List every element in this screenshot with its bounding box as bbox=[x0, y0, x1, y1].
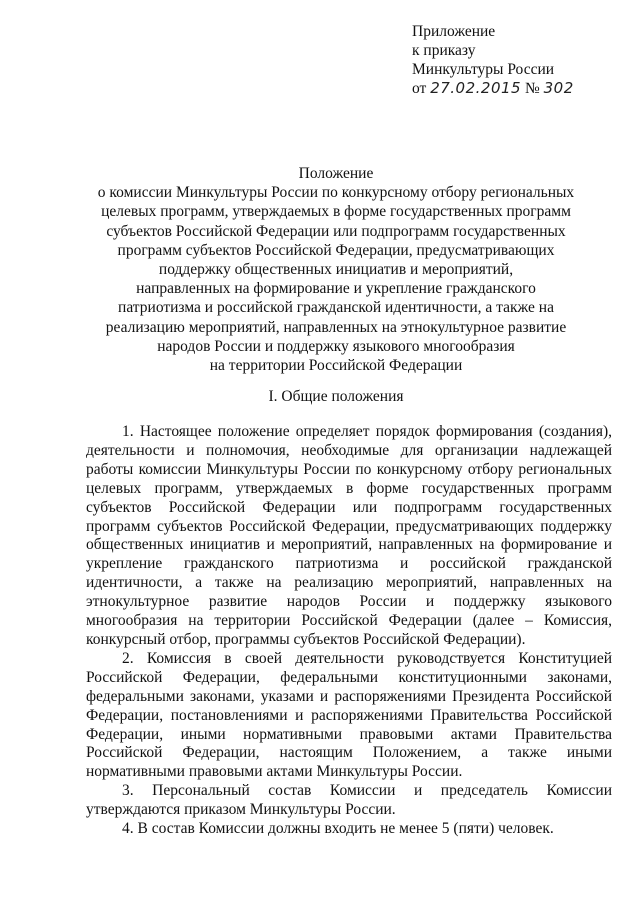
title-line: поддержку общественных инициатив и мероприятий, bbox=[158, 261, 514, 279]
handwritten-number: 302 bbox=[543, 79, 574, 97]
document-body bbox=[86, 423, 612, 839]
title-line: направленных на формирование и укрепление гражданского bbox=[136, 280, 536, 298]
section-heading: I. Общие положения bbox=[268, 388, 404, 405]
title-line: на территории Российской Федерации bbox=[209, 357, 463, 375]
title-line: патриотизма и российской гражданской идентичности, а также на bbox=[118, 299, 554, 317]
document-title bbox=[60, 164, 612, 375]
title-line: народов России и поддержку языкового многообразия bbox=[157, 337, 515, 355]
number-sign: № bbox=[524, 80, 540, 97]
title-line: программ субъектов Российской Федерации, предусматривающих bbox=[117, 241, 555, 259]
appendix-order-ref: к приказу bbox=[412, 42, 476, 59]
title-line: о комиссии Минкультуры России по конкурсному отбору региональных bbox=[97, 184, 575, 202]
title-heading: Положение bbox=[298, 165, 374, 182]
title-line: субъектов Российской Федерации или подпрограмм государственных bbox=[106, 222, 566, 240]
paragraph-3: 3. Персональный состав Комиссии и председатель Комиссии утверждаются приказом Минкультуры России. bbox=[86, 782, 612, 819]
date-prefix: от bbox=[412, 80, 427, 97]
paragraph-4: 4. В состав Комиссии должны входить не менее 5 (пяти) человек. bbox=[122, 820, 554, 838]
title-line: реализацию мероприятий, направленных на этнокультурное развитие bbox=[105, 318, 567, 336]
paragraph-1: 1. Настоящее положение определяет порядок формирования (создания), деятельности и полномочия, необходимые для организации надлежащей работы комиссии Минкультуры России по конкурсному отбору региональных целевых программ, утверждаемых в форме государственных программ субъектов Российской Федерации или подпрограмм государственных программ субъектов Российской Федерации, предусматривающих поддержку общественных инициатив и мероприятий, направленных на формирование и укрепление гражданского патриотизма и российской гражданской идентичности, а также на реализацию мероприятий, направленных на этнокультурное развитие народов России и поддержку языкового многообразия на территории Российской Федерации (далее – Комиссия, конкурсный отбор, программы субъектов Российской Федерации). bbox=[86, 423, 612, 648]
paragraph-2: 2. Комиссия в своей деятельности руководствуется Конституцией Российской Федерации, федеральными конституционными законами, федеральными законами, указами и распоряжениями Президента Российской Федерации, постановлениями и распоряжениями Правительства Российской Федерации, иными нормативными правовыми актами Правительства Российской Федерации, настоящим Положением, а также иными нормативными правовыми актами Минкультуры России. bbox=[86, 649, 612, 781]
appendix-date-line bbox=[412, 79, 574, 98]
appendix-block bbox=[412, 22, 574, 98]
title-line: целевых программ, утверждаемых в форме государственных программ bbox=[101, 203, 571, 221]
handwritten-date: 27.02.2015 bbox=[430, 79, 522, 97]
appendix-label: Приложение bbox=[412, 23, 496, 40]
appendix-ministry: Минкультуры России bbox=[412, 61, 555, 78]
